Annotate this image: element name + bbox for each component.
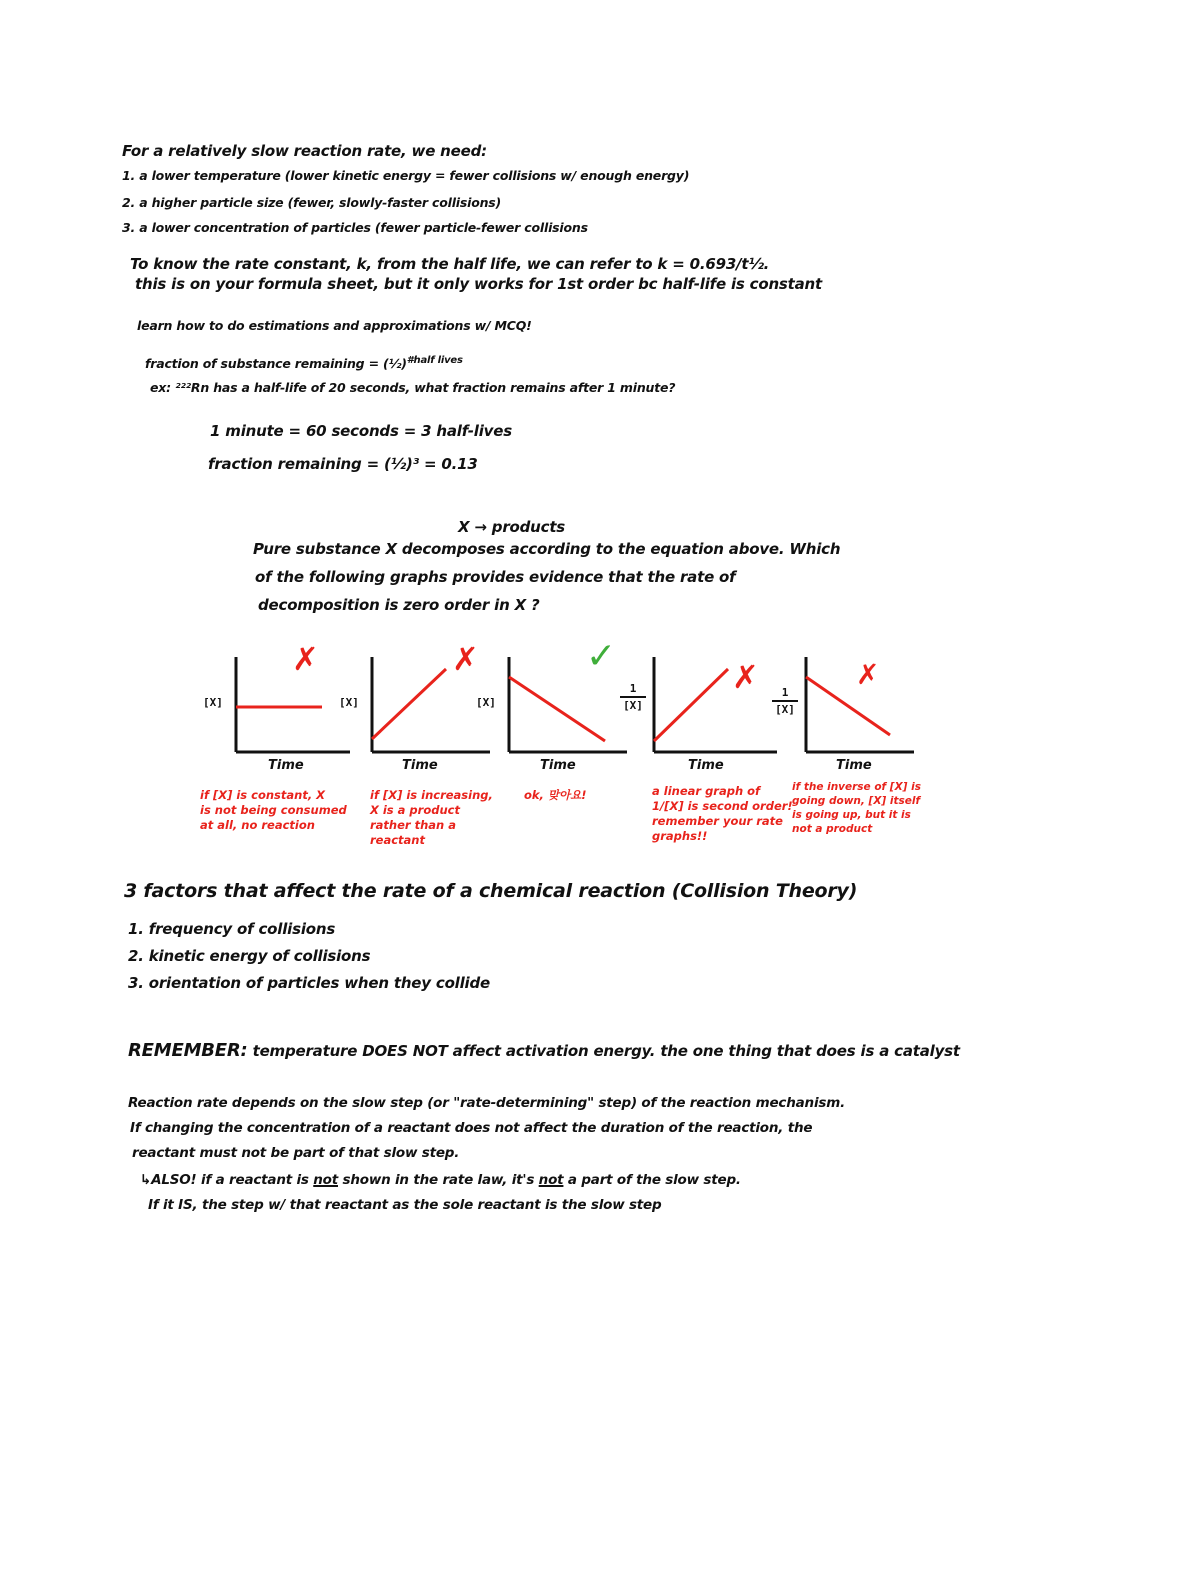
graph-2-caption-line: reactant xyxy=(370,833,425,847)
graph-1-x-mark-icon: ✗ xyxy=(292,640,319,678)
also-not-emphasis-2: not xyxy=(538,1172,564,1188)
slow-rate-item-2: 2. a higher particle size (fewer, slowly-faster collisions) xyxy=(122,195,502,210)
graph-4-y-label-numerator: 1 xyxy=(629,682,637,695)
graph-3-y-label: [X] xyxy=(476,696,496,709)
graph-4-x-label: Time xyxy=(688,758,724,773)
graph-5-caption-line: going down, [X] itself xyxy=(792,795,921,807)
graph-2-caption-line: if [X] is increasing, xyxy=(370,788,493,802)
graph-5-y-label-numerator: 1 xyxy=(781,686,789,699)
graph-5-x-label: Time xyxy=(836,758,872,773)
graph-4-caption-line: remember your rate xyxy=(652,814,783,828)
graph-4-caption-line: a linear graph of xyxy=(652,784,761,798)
mechanism-also-note xyxy=(140,1172,741,1188)
factor-item-2: 2. kinetic energy of collisions xyxy=(128,947,371,965)
graph-5-y-label-denominator: [X] xyxy=(775,703,795,716)
graph-3-check-mark-icon: ✓ xyxy=(586,636,617,677)
remember-text: temperature DOES NOT affect activation energy. the one thing that does is a catalyst xyxy=(252,1042,960,1060)
graph-2-y-label: [X] xyxy=(339,696,359,709)
fraction-formula xyxy=(145,355,463,371)
graph-3-x-label: Time xyxy=(540,758,576,773)
graph-4-caption-line: 1/[X] is second order! xyxy=(652,799,793,813)
rate-constant-line-2: this is on your formula sheet, but it only works for 1st order bc half-life is constant xyxy=(135,275,823,293)
slow-rate-heading: For a relatively slow reaction rate, we need: xyxy=(122,142,487,160)
rate-constant-line-1: To know the rate constant, k, from the half life, we can refer to k = 0.693/t½. xyxy=(130,255,770,273)
graph-4-plot xyxy=(650,655,780,755)
work-line-1: 1 minute = 60 seconds = 3 half-lives xyxy=(210,422,512,440)
graph-1-caption-line: at all, no reaction xyxy=(200,818,315,832)
graph-1-caption-line: if [X] is constant, X xyxy=(200,788,326,802)
graph-1-x-label: Time xyxy=(268,758,304,773)
remember-label: REMEMBER: xyxy=(128,1040,248,1061)
graph-1-caption xyxy=(200,788,347,833)
graph-4-caption-line: graphs!! xyxy=(652,829,708,843)
graph-2-caption xyxy=(370,788,493,848)
graph-3-caption-line: ok, 맞아요! xyxy=(524,788,587,802)
factor-item-3: 3. orientation of particles when they collide xyxy=(128,974,491,992)
graph-5-caption-line: is going up, but it is xyxy=(792,809,911,821)
factor-item-1: 1. frequency of collisions xyxy=(128,920,336,938)
graph-4-caption xyxy=(652,784,793,844)
graph-5-caption-line: not a product xyxy=(792,823,873,835)
question-line-2: of the following graphs provides evidence that the rate of xyxy=(255,568,736,586)
graph-5-caption-line: if the inverse of [X] is xyxy=(792,781,921,793)
graph-2-trend-line xyxy=(372,669,446,739)
mechanism-line-1: Reaction rate depends on the slow step (or "rate-determining" step) of the reaction mechanism. xyxy=(128,1095,846,1111)
graph-2-caption-line: rather than a xyxy=(370,818,456,832)
graph-3-caption xyxy=(524,788,587,803)
graph-5-x-mark-icon: ✗ xyxy=(856,658,880,691)
graph-4-y-label-denominator: [X] xyxy=(623,699,643,712)
mcq-tip: learn how to do estimations and approximations w/ MCQ! xyxy=(137,318,532,333)
mechanism-line-2: If changing the concentration of a reactant does not affect the duration of the reaction, the xyxy=(130,1120,813,1136)
fraction-formula-exponent: #half lives xyxy=(406,355,463,366)
graph-2-x-mark-icon: ✗ xyxy=(452,640,479,678)
also-prefix: ↳ALSO! if a reactant is xyxy=(140,1172,314,1188)
slow-rate-item-1: 1. a lower temperature (lower kinetic energy = fewer collisions w/ enough energy) xyxy=(122,168,690,183)
reaction-equation: X → products xyxy=(458,518,566,536)
slow-rate-item-3: 3. a lower concentration of particles (fewer particle-fewer collisions xyxy=(122,220,588,235)
also-middle: shown in the rate law, it's xyxy=(338,1172,539,1188)
graph-4-trend-line xyxy=(654,669,728,741)
work-line-2: fraction remaining = (½)³ = 0.13 xyxy=(208,455,478,473)
graph-4-y-label-fraction-bar xyxy=(620,696,646,698)
remember-note xyxy=(128,1040,960,1061)
also-not-emphasis: not xyxy=(313,1172,338,1188)
graph-3-trend-line xyxy=(509,677,605,741)
graph-2-caption-line: X is a product xyxy=(370,803,460,817)
question-line-3: decomposition is zero order in X ? xyxy=(258,596,540,614)
graph-4-x-mark-icon: ✗ xyxy=(732,658,759,696)
fraction-formula-text: fraction of substance remaining = (½) xyxy=(145,356,407,372)
graph-1-y-label: [X] xyxy=(203,696,223,709)
graph-5-y-label xyxy=(772,686,798,716)
factors-heading: 3 factors that affect the rate of a chemical reaction (Collision Theory) xyxy=(124,880,858,902)
question-line-1: Pure substance X decomposes according to the equation above. Which xyxy=(253,540,841,558)
mechanism-line-3: reactant must not be part of that slow step. xyxy=(132,1145,460,1161)
graph-4-y-label xyxy=(620,682,646,712)
example-question: ex: ²²²Rn has a half-life of 20 seconds, what fraction remains after 1 minute? xyxy=(150,380,676,395)
also-suffix: a part of the slow step. xyxy=(563,1172,741,1188)
mechanism-line-5: If it IS, the step w/ that reactant as the sole reactant is the slow step xyxy=(148,1197,662,1213)
graph-5-caption xyxy=(792,780,921,836)
graph-2-x-label: Time xyxy=(402,758,438,773)
graph-5-y-label-fraction-bar xyxy=(772,700,798,702)
graph-1-caption-line: is not being consumed xyxy=(200,803,347,817)
